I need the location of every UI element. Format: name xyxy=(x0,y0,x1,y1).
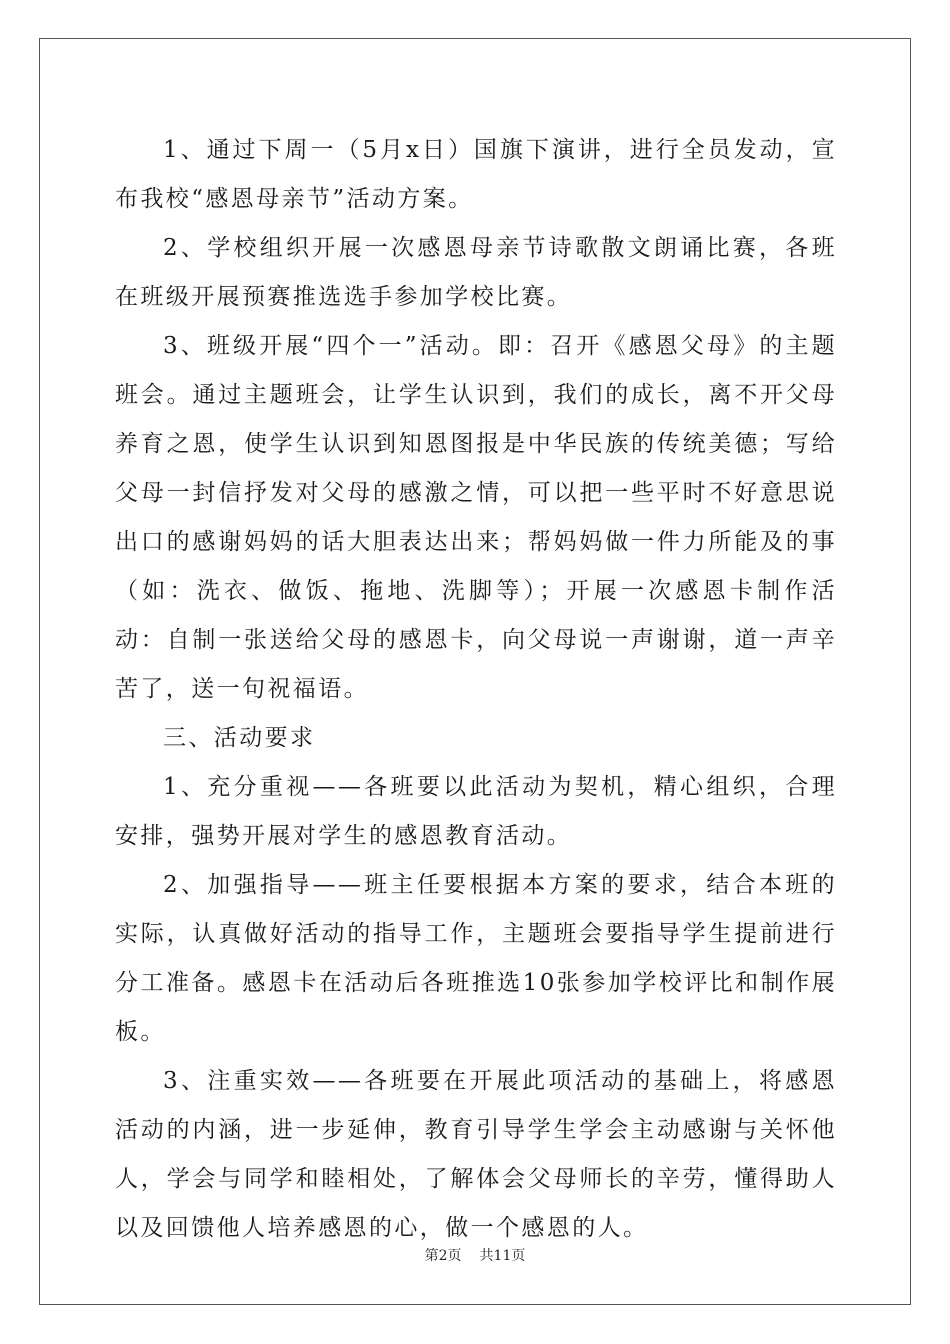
paragraph-2: 2、学校组织开展一次感恩母亲节诗歌散文朗诵比赛，各班在班级开展预赛推选选手参加学校比赛。 xyxy=(115,235,837,310)
paragraph-1: 1、通过下周一（5月x日）国旗下演讲，进行全员发动，宣布我校“感恩母亲节”活动方案。 xyxy=(115,137,837,212)
section-heading: 三、活动要求 xyxy=(163,725,316,751)
page-footer xyxy=(0,1245,950,1265)
document-body xyxy=(115,126,837,1253)
paragraph-3: 3、班级开展“四个一”活动。即：召开《感恩父母》的主题班会。通过主题班会，让学生认识到，我们的成长，离不开父母养育之恩，使学生认识到知恩图报是中华民族的传统美德；写给父母一封信抒发对父母的感激之情，可以把一些平时不好意思说出口的感谢妈妈的话大胆表达出来；帮妈妈做一件力所能及的事（如：洗衣、做饭、拖地、洗脚等）；开展一次感恩卡制作活动：自制一张送给父母的感恩卡，向父母说一声谢谢，道一声辛苦了，送一句祝福语。 xyxy=(115,333,837,702)
page-number: 第2页 xyxy=(424,1248,462,1264)
paragraph-6: 3、注重实效——各班要在开展此项活动的基础上，将感恩活动的内涵，进一步延伸，教育引导学生学会主动感谢与关怀他人，学会与同学和睦相处，了解体会父母师长的辛劳，懂得助人以及回馈他人培养感恩的心，做一个感恩的人。 xyxy=(115,1068,837,1241)
paragraph-4: 1、充分重视——各班要以此活动为契机，精心组织，合理安排，强势开展对学生的感恩教育活动。 xyxy=(115,774,837,849)
page-total: 共11页 xyxy=(479,1248,526,1264)
paragraph-5: 2、加强指导——班主任要根据本方案的要求，结合本班的实际，认真做好活动的指导工作，主题班会要指导学生提前进行分工准备。感恩卡在活动后各班推选10张参加学校评比和制作展板。 xyxy=(115,872,837,1045)
